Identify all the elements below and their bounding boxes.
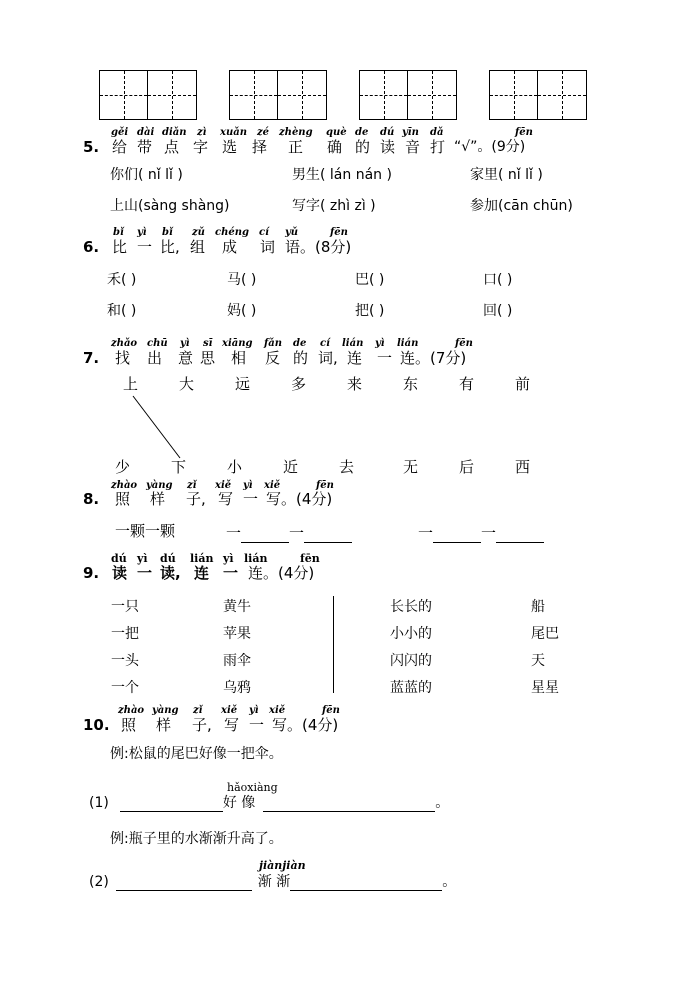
- q9-adjective[interactable]: 蓝蓝的: [390, 680, 432, 696]
- q7-pinyin-6: de: [293, 338, 307, 349]
- q9-noun[interactable]: 船: [531, 599, 545, 615]
- q10-example-1: 例:松鼠的尾巴好像一把伞。: [110, 746, 283, 762]
- q9-char-4: 一: [223, 564, 239, 582]
- q9-measure-word[interactable]: 一只: [111, 599, 139, 615]
- q7-bottom-word[interactable]: 少: [115, 458, 131, 476]
- q6-blank[interactable]: 禾( ): [107, 272, 137, 288]
- q7-top-word[interactable]: 远: [235, 375, 251, 393]
- q8-char-1: 样: [150, 490, 166, 508]
- q7-char-0: 找: [115, 349, 131, 367]
- q9-noun[interactable]: 雨伞: [223, 653, 251, 669]
- q8-pinyin-2: zǐ: [187, 480, 197, 491]
- q8-dash: 一: [418, 524, 434, 542]
- q8-char-5: 写。(4分): [266, 490, 333, 508]
- q7-bottom-word[interactable]: 小: [227, 458, 243, 476]
- q6-char-1: 一: [137, 238, 153, 256]
- q9-char-1: 一: [137, 564, 153, 582]
- q8-char-3: 写: [218, 490, 234, 508]
- q9-number: 9.: [83, 564, 100, 582]
- q7-pinyin-4: xiāng: [222, 338, 253, 349]
- q7-number: 7.: [83, 349, 100, 367]
- q10-char-5: 写。(4分): [272, 716, 339, 734]
- q5-char-5: 择: [252, 138, 268, 156]
- q5-pinyin-3: zì: [197, 127, 207, 138]
- q7-pinyin-2: yì: [180, 338, 190, 349]
- q7-char-1: 出: [147, 349, 163, 367]
- q7-pinyin-3: sī: [203, 338, 213, 349]
- q5-char-2: 点: [164, 138, 180, 156]
- q5-pinyin-10: yīn: [402, 127, 419, 138]
- q10-pinyin-2: zǐ: [193, 705, 203, 716]
- q6-char-6: 语。(8分): [285, 238, 352, 256]
- q6-blank[interactable]: 口( ): [483, 272, 513, 288]
- q6-pinyin-1: yì: [137, 227, 147, 238]
- q7-top-word[interactable]: 东: [403, 375, 419, 393]
- q6-pinyin-0: bǐ: [113, 227, 124, 238]
- q5-pinyin-7: què: [326, 127, 347, 138]
- q7-top-word[interactable]: 上: [123, 375, 139, 393]
- q7-char-4: 相: [231, 349, 247, 367]
- q5-char-8: 的: [355, 138, 371, 156]
- q6-blank[interactable]: 妈( ): [227, 303, 257, 319]
- q10-char-1: 样: [156, 716, 172, 734]
- q9-pinyin-2: dú: [160, 552, 176, 565]
- q8-char-2: 子,: [186, 490, 206, 508]
- q9-char-3: 连: [194, 564, 210, 582]
- q5-option: 家里( nǐ lǐ ): [470, 167, 543, 183]
- q9-noun[interactable]: 苹果: [223, 626, 251, 642]
- q7-pinyin-0: zhǎo: [111, 338, 138, 349]
- q8-number: 8.: [83, 490, 100, 508]
- q10-pinyin-hint-2: jiànjiàn: [259, 859, 306, 872]
- q9-pinyin-3: lián: [190, 552, 214, 565]
- q6-blank[interactable]: 把( ): [355, 303, 385, 319]
- q7-bottom-word[interactable]: 下: [171, 458, 187, 476]
- q7-top-word[interactable]: 多: [291, 375, 307, 393]
- q7-bottom-word[interactable]: 近: [283, 458, 299, 476]
- q7-bottom-word[interactable]: 无: [403, 458, 419, 476]
- q7-top-word[interactable]: 来: [347, 375, 363, 393]
- q7-pinyin-7: cí: [320, 338, 330, 349]
- q6-char-4: 成: [222, 238, 238, 256]
- q5-char-6: 正: [288, 138, 304, 156]
- q5-pinyin-11: dǎ: [430, 127, 444, 138]
- q10-word-1: 好 像: [222, 795, 256, 811]
- q8-pinyin-1: yàng: [146, 480, 173, 491]
- q9-char-0: 读: [112, 564, 128, 582]
- q6-pinyin-4: chéng: [215, 227, 249, 238]
- q10-word-2: 渐 渐: [257, 874, 291, 890]
- q6-pinyin-6: yǔ: [285, 227, 299, 238]
- q10-label-2: (2): [89, 874, 109, 890]
- q7-pinyin-10: lián: [397, 338, 419, 349]
- q6-char-5: 词: [260, 238, 276, 256]
- q9-adjective[interactable]: 闪闪的: [390, 653, 432, 669]
- q7-char-5: 反: [265, 349, 281, 367]
- q8-blank[interactable]: [241, 528, 289, 543]
- q10-label-1: (1): [89, 795, 109, 811]
- q9-noun[interactable]: 天: [531, 653, 545, 669]
- q9-noun[interactable]: 乌鸦: [223, 680, 251, 696]
- q5-pinyin-4: xuǎn: [220, 127, 247, 138]
- q5-char-10: 音: [405, 138, 421, 156]
- q8-pinyin-3: xiě: [215, 480, 232, 491]
- q9-char-2: 读,: [160, 564, 181, 582]
- q10-pinyin-3: xiě: [221, 705, 238, 716]
- q5-char-7: 确: [327, 138, 343, 156]
- q9-pinyin-4: yì: [223, 552, 234, 565]
- q9-pinyin-6: fēn: [300, 552, 320, 565]
- q10-example-2: 例:瓶子里的水渐渐升高了。: [110, 831, 283, 847]
- q6-pinyin-2: bǐ: [162, 227, 173, 238]
- q8-char-4: 一: [243, 490, 259, 508]
- q7-char-10: 连。(7分): [400, 349, 467, 367]
- q8-pinyin-5: xiě: [264, 480, 281, 491]
- q10-pinyin-6: fēn: [322, 705, 340, 716]
- q8-pinyin-4: yì: [243, 480, 253, 491]
- q10-end-2: 。: [442, 874, 457, 890]
- q5-option: 你们( nǐ lǐ ): [110, 167, 183, 183]
- q7-char-7: 词,: [318, 349, 338, 367]
- q9-pinyin-1: yì: [137, 552, 148, 565]
- q10-number: 10.: [83, 716, 110, 734]
- q10-char-4: 一: [249, 716, 265, 734]
- q8-blank[interactable]: [433, 528, 481, 543]
- q8-dash: 一: [481, 524, 497, 542]
- q6-blank[interactable]: 和( ): [107, 303, 137, 319]
- q7-pinyin-8: lián: [342, 338, 364, 349]
- q9-measure-word[interactable]: 一把: [111, 626, 139, 642]
- q7-char-2: 意: [178, 349, 194, 367]
- q5-number: 5.: [83, 138, 100, 156]
- q7-pinyin-5: fǎn: [264, 338, 283, 349]
- q6-number: 6.: [83, 238, 100, 256]
- q5-option: 男生( lán nán ): [292, 167, 392, 183]
- q6-char-0: 比: [112, 238, 128, 256]
- q7-bottom-word[interactable]: 后: [459, 458, 475, 476]
- q5-char-11: 打: [430, 138, 446, 156]
- q6-pinyin-5: cí: [259, 227, 269, 238]
- q5-pinyin-2: diǎn: [162, 127, 187, 138]
- q8-char-0: 照: [115, 490, 131, 508]
- q5-char-0: 给: [112, 138, 128, 156]
- q7-bottom-word[interactable]: 去: [339, 458, 355, 476]
- q9-noun[interactable]: 尾巴: [531, 626, 559, 642]
- q8-answer-1[interactable]: [226, 522, 352, 543]
- q5-option: 参加(cān chūn): [470, 198, 573, 214]
- q5-char-1: 带: [137, 138, 153, 156]
- q10-blank[interactable]: [116, 876, 252, 891]
- q8-blank[interactable]: [496, 528, 544, 543]
- q7-bottom-word[interactable]: 西: [515, 458, 531, 476]
- q5-pinyin-9: dú: [380, 127, 395, 138]
- q10-char-3: 写: [224, 716, 240, 734]
- q10-sentence-1[interactable]: [89, 792, 449, 812]
- q7-char-8: 连: [347, 349, 363, 367]
- q7-char-6: 的: [293, 349, 309, 367]
- q5-char-4: 选: [222, 138, 238, 156]
- q5-char-9: 读: [380, 138, 396, 156]
- q6-blank[interactable]: 回( ): [483, 303, 513, 319]
- q7-char-9: 一: [377, 349, 393, 367]
- q5-char-12: “√”。(9分): [454, 139, 526, 155]
- q5-char-3: 字: [193, 138, 209, 156]
- q7-char-3: 思: [200, 349, 216, 367]
- q8-pinyin-6: fēn: [316, 480, 334, 491]
- q10-blank[interactable]: [290, 876, 442, 891]
- q6-char-2: 比,: [160, 238, 180, 256]
- q10-char-2: 子,: [192, 716, 212, 734]
- q7-pinyin-11: fēn: [455, 338, 473, 349]
- q9-measure-word[interactable]: 一个: [111, 680, 139, 696]
- q9-adjective[interactable]: 长长的: [390, 599, 432, 615]
- q5-pinyin-0: gěi: [111, 127, 129, 138]
- q6-char-3: 组: [190, 238, 206, 256]
- q5-option: 写字( zhì zì ): [292, 198, 376, 214]
- q7-top-word[interactable]: 前: [515, 375, 531, 393]
- q9-measure-word[interactable]: 一头: [111, 653, 139, 669]
- q10-pinyin-4: yì: [249, 705, 259, 716]
- q7-pinyin-1: chū: [147, 338, 168, 349]
- q5-pinyin-6: zhèng: [279, 127, 313, 138]
- q5-pinyin-5: zé: [257, 127, 270, 138]
- q10-blank[interactable]: [263, 797, 435, 812]
- q10-sentence-2[interactable]: [89, 871, 456, 891]
- q5-pinyin-1: dài: [137, 127, 155, 138]
- q6-blank[interactable]: 巴( ): [355, 272, 385, 288]
- q10-pinyin-5: xiě: [269, 705, 286, 716]
- q7-pinyin-9: yì: [375, 338, 385, 349]
- q10-pinyin-1: yàng: [152, 705, 179, 716]
- q6-pinyin-3: zǔ: [192, 227, 205, 238]
- q8-dash: 一: [289, 524, 305, 542]
- q9-divider: [333, 596, 334, 693]
- q5-pinyin-8: de: [355, 127, 369, 138]
- q5-option: 上山(sàng shàng): [110, 198, 230, 214]
- q9-noun[interactable]: 黄牛: [223, 599, 251, 615]
- q10-pinyin-hint-1: hǎoxiàng: [227, 781, 278, 794]
- q10-blank[interactable]: [120, 797, 223, 812]
- q6-blank[interactable]: 马( ): [227, 272, 257, 288]
- q8-example: 一颗一颗: [115, 522, 176, 540]
- q9-pinyin-0: dú: [111, 552, 127, 565]
- q5-pinyin-12: fēn: [515, 127, 533, 138]
- q8-answer-2[interactable]: [418, 522, 544, 543]
- q8-dash: 一: [226, 524, 242, 542]
- q9-noun[interactable]: 星星: [531, 680, 559, 696]
- q9-char-5: 连。(4分): [248, 564, 315, 582]
- q9-adjective[interactable]: 小小的: [390, 626, 432, 642]
- q10-end-1: 。: [435, 795, 450, 811]
- q7-top-word[interactable]: 有: [459, 375, 475, 393]
- q10-pinyin-0: zhào: [118, 705, 145, 716]
- q6-pinyin-7: fēn: [330, 227, 348, 238]
- q9-pinyin-5: lián: [244, 552, 268, 565]
- q8-blank[interactable]: [304, 528, 352, 543]
- q8-pinyin-0: zhào: [111, 480, 138, 491]
- q7-top-word[interactable]: 大: [179, 375, 195, 393]
- q10-char-0: 照: [121, 716, 137, 734]
